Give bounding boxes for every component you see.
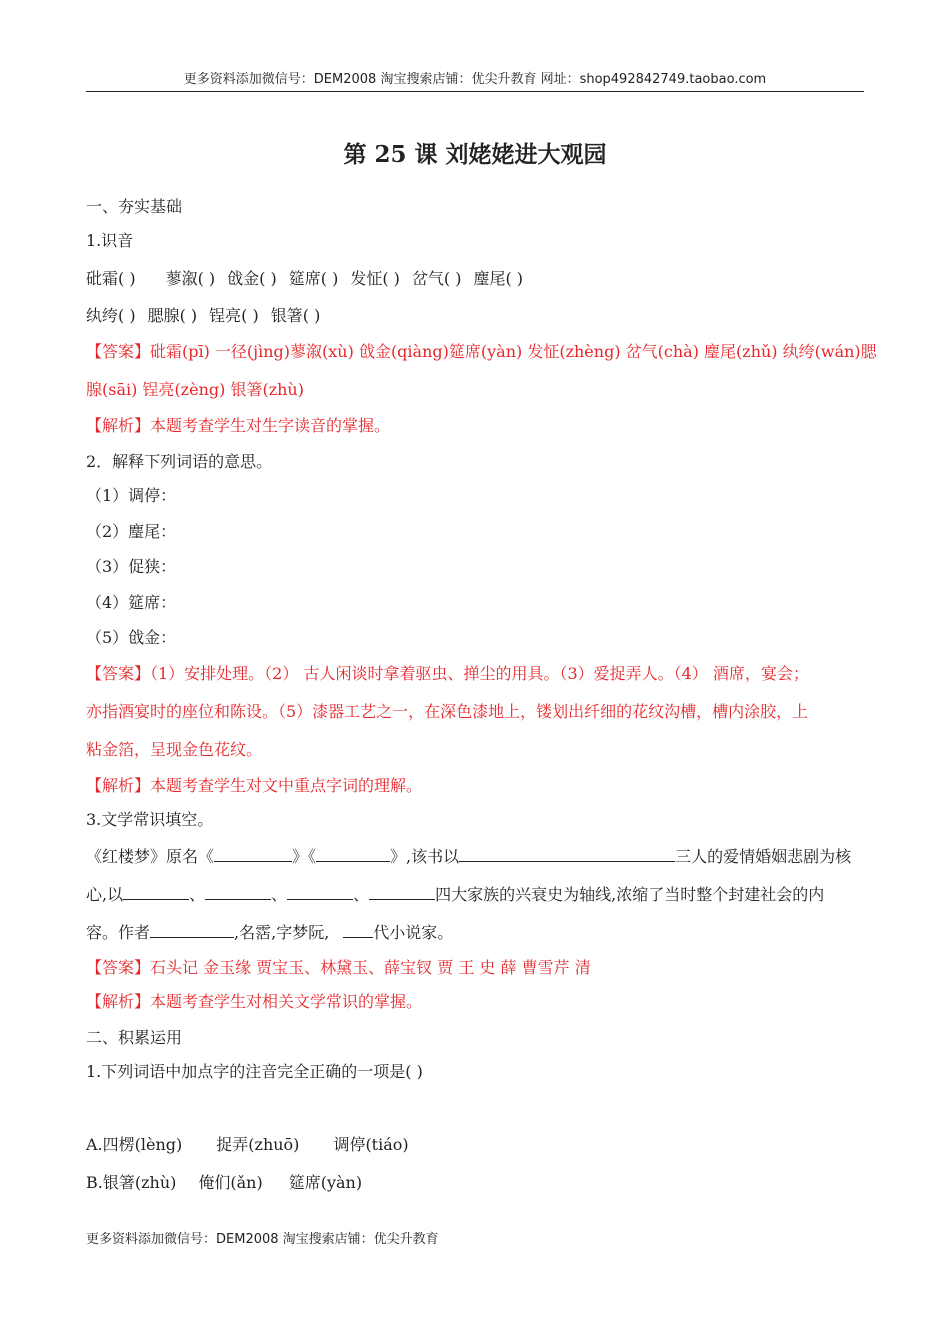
fill-text: 代小说家。 bbox=[373, 923, 454, 942]
answer-2-line-1: 【答案】（1）安排处理。（2） 古人闲谈时拿着驱虫、掸尘的用具。（3）爱捉弄人。（4） 酒席，宴会； bbox=[86, 664, 809, 683]
blank-field[interactable] bbox=[287, 883, 353, 900]
option-word: 筵席(yàn) bbox=[288, 1173, 363, 1192]
word-item: 筵席( ) bbox=[288, 269, 339, 288]
fill-text: 、 bbox=[353, 885, 370, 904]
word-item: 麈尾( ) bbox=[473, 269, 524, 288]
definition-item: （1）调停： bbox=[86, 486, 177, 505]
blank-field[interactable] bbox=[150, 921, 234, 938]
definition-item: （3）促狭： bbox=[86, 557, 177, 576]
fill-line-1 bbox=[86, 845, 851, 868]
word-item: 岔气( ) bbox=[411, 269, 462, 288]
question-3-heading: 3.文学常识填空。 bbox=[86, 810, 214, 829]
answer-2-line-3: 粘金箔，呈现金色花纹。 bbox=[86, 740, 263, 759]
option-word: 调停(tiáo) bbox=[333, 1135, 409, 1154]
explanation-3: 【解析】本题考查学生对相关文学常识的掌握。 bbox=[86, 992, 423, 1011]
option-b[interactable] bbox=[86, 1172, 362, 1194]
answer-2-line-2: 亦指酒宴时的座位和陈设。（5）漆器工艺之一，在深色漆地上，镂划出纤细的花纹沟槽，槽内涂胶，上 bbox=[86, 702, 809, 721]
fill-text: 四大家族的兴衰史为轴线,浓缩了当时整个封建社会的内 bbox=[435, 885, 825, 904]
fill-text: 、 bbox=[271, 885, 288, 904]
question-1-heading: 1.识音 bbox=[86, 231, 134, 250]
fill-line-3 bbox=[86, 921, 453, 944]
page-title: 第 25 课 刘姥姥进大观园 bbox=[343, 141, 607, 168]
fill-text: 《红楼梦》原名《 bbox=[86, 847, 215, 866]
explanation-text: 【解析】本题考查学生对生字读音的掌握。 bbox=[86, 416, 391, 435]
blank-field[interactable] bbox=[459, 845, 675, 862]
fill-text: ,名霑,字梦阮, bbox=[234, 923, 330, 942]
mc-question-1: 1.下列词语中加点字的注音完全正确的一项是( ) bbox=[86, 1062, 423, 1081]
explanation-1 bbox=[86, 415, 390, 437]
page-footer: 更多资料添加微信号：DEM2008 淘宝搜索店铺：优尖升教育 bbox=[86, 1232, 439, 1247]
fill-text: 》,该书以 bbox=[390, 847, 460, 866]
section-heading-1: 一、夯实基础 bbox=[86, 197, 183, 216]
option-word: A.四楞(lèng) bbox=[86, 1135, 183, 1154]
word-item: 银箸( ) bbox=[270, 306, 321, 325]
pinyin-line-1 bbox=[86, 268, 523, 290]
blank-field[interactable] bbox=[343, 921, 373, 938]
blank-field[interactable] bbox=[205, 883, 271, 900]
fill-text: 》《 bbox=[292, 847, 317, 866]
blank-field[interactable] bbox=[214, 845, 292, 862]
word-item: 蓼溆( ) bbox=[165, 269, 216, 288]
option-word: 捉弄(zhuō) bbox=[216, 1135, 300, 1154]
page-header: 更多资料添加微信号：DEM2008 淘宝搜索店铺：优尖升教育 网址：shop492842749.taobao.com bbox=[86, 68, 864, 92]
answer-1-line-1: 【答案】砒霜(pī) 一径(jìng)蓼溆(xù) 戗金(qiàng)筵席(yàn) 发怔(zhèng) 岔气(chà) 麈尾(zhǔ) 纨绔(wán)腮 bbox=[86, 342, 877, 361]
section-heading-2: 二、积累运用 bbox=[86, 1028, 183, 1047]
pinyin-line-2 bbox=[86, 305, 320, 327]
answer-3: 【答案】石头记 金玉缘 贾宝玉、林黛玉、薛宝钗 贾 王 史 薛 曹雪芹 清 bbox=[86, 958, 591, 977]
answer-1-line-2: 腺(sāi) 锃亮(zèng) 银箸(zhù) bbox=[86, 380, 304, 399]
fill-text: 三人的爱情婚姻悲剧为核 bbox=[675, 847, 852, 866]
fill-text: 容。作者 bbox=[86, 923, 151, 942]
word-item: 锃亮( ) bbox=[209, 306, 259, 325]
definition-item: （2）麈尾： bbox=[86, 522, 177, 541]
word-item: 砒霜( ) bbox=[86, 269, 136, 288]
word-item: 腮腺( ) bbox=[147, 306, 198, 325]
blank-field[interactable] bbox=[123, 883, 189, 900]
fill-text: 心,以 bbox=[86, 885, 124, 904]
word-item: 发怔( ) bbox=[350, 269, 400, 288]
word-item: 纨绔( ) bbox=[86, 306, 136, 325]
definition-item: （4）筵席： bbox=[86, 593, 177, 612]
word-item: 戗金( ) bbox=[227, 269, 277, 288]
definition-item: （5）戗金： bbox=[86, 628, 177, 647]
blank-field[interactable] bbox=[316, 845, 390, 862]
fill-line-2 bbox=[86, 883, 824, 906]
explanation-2: 【解析】本题考查学生对文中重点字词的理解。 bbox=[86, 776, 423, 795]
blank-field[interactable] bbox=[369, 883, 435, 900]
option-a[interactable] bbox=[86, 1134, 409, 1156]
option-word: 俺们(ǎn) bbox=[198, 1173, 263, 1192]
fill-text: 、 bbox=[189, 885, 206, 904]
option-word: B.银箸(zhù) bbox=[86, 1173, 177, 1192]
question-2-heading: 2．解释下列词语的意思。 bbox=[86, 452, 273, 471]
